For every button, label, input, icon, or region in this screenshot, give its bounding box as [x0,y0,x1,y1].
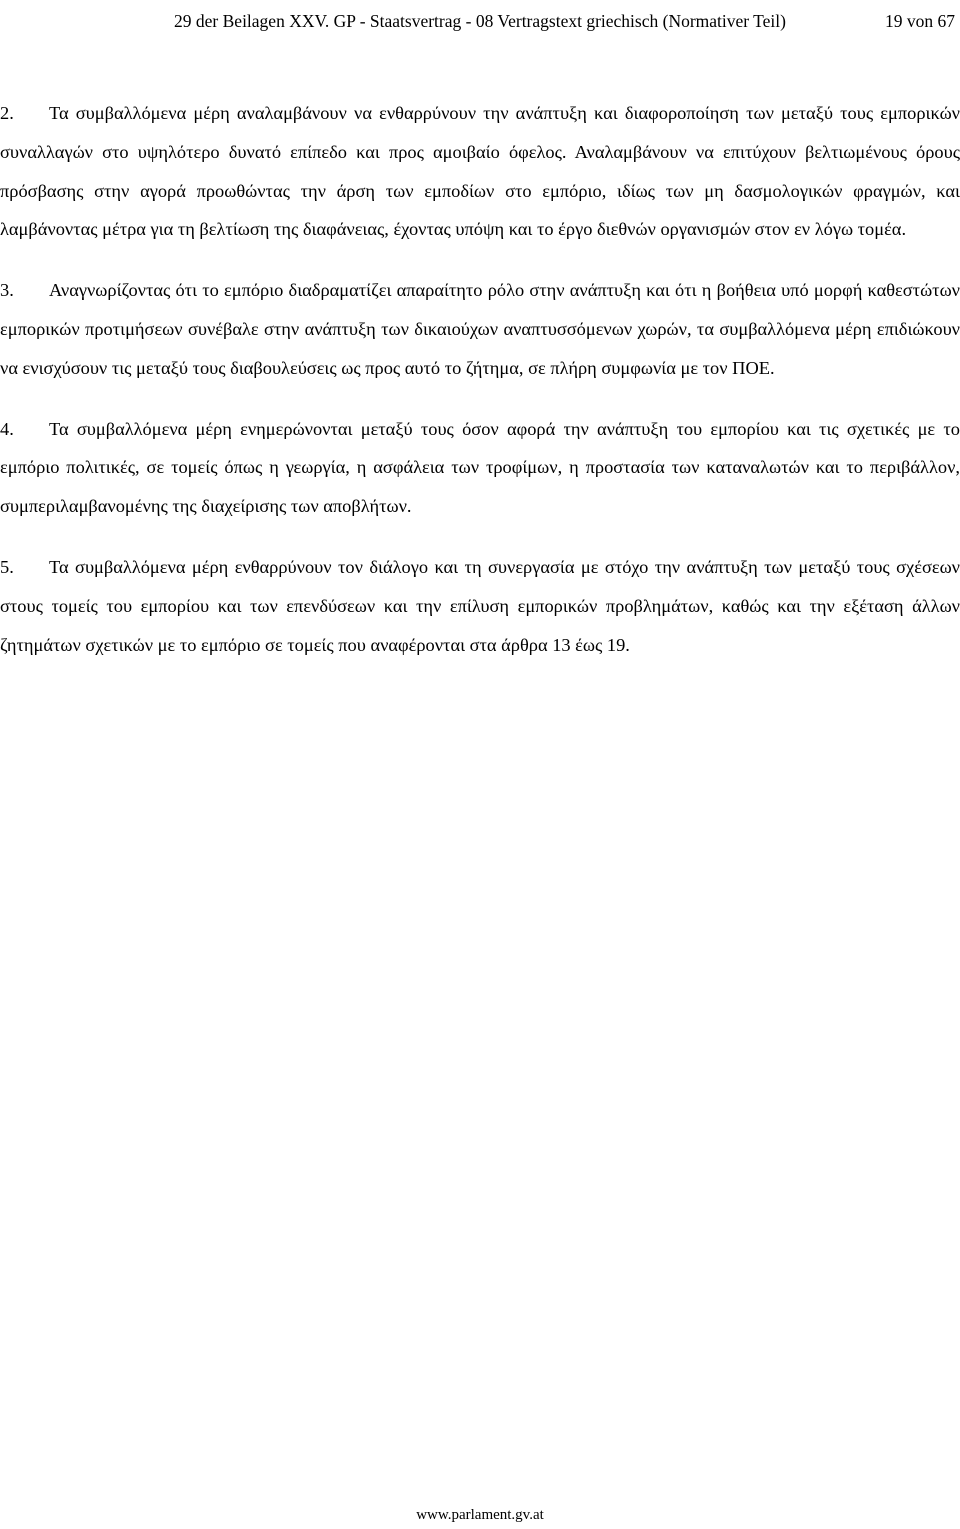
page-number: 19 von 67 [885,11,955,31]
paragraph-3 [0,271,960,387]
paragraph-number: 2. [0,103,14,123]
footer-url: www.parlament.gv.at [416,1507,544,1523]
header-title: 29 der Beilagen XXV. GP - Staatsvertrag - 08 Vertragstext griechisch (Normativer Teil) [174,11,786,31]
paragraph-4 [0,410,960,526]
paragraph-2 [0,94,960,249]
paragraph-text: Τα συμβαλλόμενα μέρη ενθαρρύνουν τον διάλογο και τη συνεργασία με στόχο την ανάπτυξη των μεταξύ τους σχέσεων στους τομείς του εμπορίου και των επενδύσεων και την επίλυση εμπορικών προβλημάτων, καθώς και την εξέταση άλλων ζητημάτων σχετικών με το εμπόριο σε τομείς που αναφέρονται στα άρθρα 13 έως 19. [0,556,960,655]
document-body [0,94,960,686]
paragraph-5 [0,548,960,664]
paragraph-text: Αναγνωρίζοντας ότι το εμπόριο διαδραματίζει απαραίτητο ρόλο στην ανάπτυξη και ότι η βοήθεια υπό μορφή καθεστώτων εμπορικών προτιμήσεων συνέβαλε στην ανάπτυξη των δικαιούχων αναπτυσσόμενων χωρών, τα συμβαλλόμενα μέρη επιδιώκουν να ενισχύσουν τις μεταξύ τους διαβουλεύσεις ως προς αυτό το ζήτημα, σε πλήρη συμφωνία με τον ΠΟΕ. [0,280,960,378]
paragraph-text: Τα συμβαλλόμενα μέρη ενημερώνονται μεταξύ τους όσον αφορά την ανάπτυξη του εμπορίου και τις σχετικές με το εμπόριο πολιτικές, σε τομείς όπως η γεωργία, η ασφάλεια των τροφίμων, η προστασία των καταναλωτών και το περιβάλλον, συμπεριλαμβανομένης της διαχείρισης των αποβλήτων. [0,418,960,517]
running-header [0,6,960,36]
paragraph-text: Τα συμβαλλόμενα μέρη αναλαμβάνουν να ενθαρρύνουν την ανάπτυξη και διαφοροποίηση των μεταξύ τους εμπορικών συναλλαγών στο υψηλότερο δυνατό επίπεδο και προς αμοιβαίο όφελος. Αναλαμβάνουν να επιτύχουν βελτιωμένους όρους πρόσβασης στην αγορά προωθώντας την άρση των εμποδίων στο εμπόριο, ιδίως των μη δασμολογικών φραγμών, και λαμβάνοντας μέτρα για τη βελτίωση της διαφάνειας, έχοντας υπόψη και το έργο διεθνών οργανισμών στον εν λόγω τομέα. [0,103,960,240]
paragraph-number: 5. [0,556,14,577]
paragraph-number: 3. [0,280,14,301]
paragraph-number: 4. [0,418,14,439]
